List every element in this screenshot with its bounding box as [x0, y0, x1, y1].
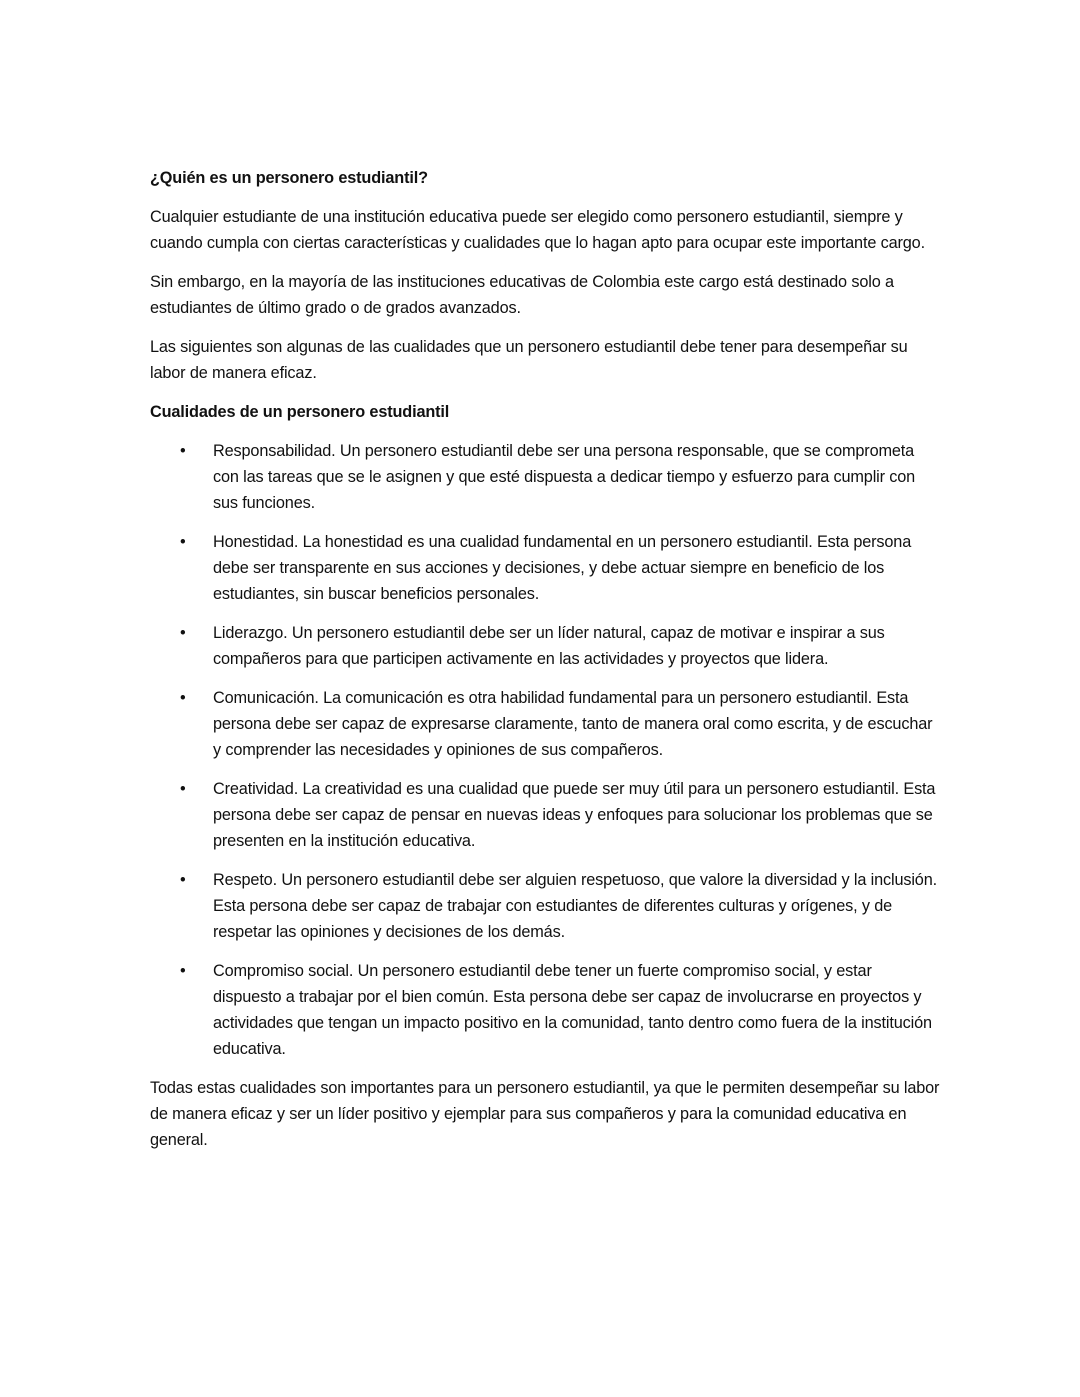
bullet-icon: • — [180, 962, 186, 980]
bullet-icon: • — [180, 689, 186, 707]
list-item-text: Respeto. Un personero estudiantil debe ser alguien respetuoso, que valore la diversidad y la inclusión. Esta persona debe ser capaz de trabajar con estudiantes de diferentes culturas y orígenes, y de respetar las opiniones y decisiones de los demás. — [213, 871, 937, 941]
list-item-text: Creatividad. La creatividad es una cualidad que puede ser muy útil para un personero estudiantil. Esta persona debe ser capaz de pensar en nuevas ideas y enfoques para solucionar los problemas que se presenten en la institución educativa. — [213, 780, 936, 850]
list-item-text: Liderazgo. Un personero estudiantil debe ser un líder natural, capaz de motivar e inspirar a sus compañeros para que participen activamente en las actividades y proyectos que lidera. — [213, 624, 885, 668]
list-item — [150, 438, 940, 516]
list-item — [150, 958, 940, 1062]
paragraph: Cualquier estudiante de una institución educativa puede ser elegido como personero estudiantil, siempre y cuando cumpla con ciertas características y cualidades que lo hagan apto para ocupar este importante cargo. — [150, 208, 925, 252]
list-item — [150, 529, 940, 607]
paragraph: Sin embargo, en la mayoría de las instituciones educativas de Colombia este cargo está destinado solo a estudiantes de último grado o de grados avanzados. — [150, 273, 894, 317]
list-item — [150, 776, 940, 854]
bullet-icon: • — [180, 533, 186, 551]
list-item — [150, 620, 940, 672]
list-item-text: Comunicación. La comunicación es otra habilidad fundamental para un personero estudiantil. Esta persona debe ser capaz de expresarse claramente, tanto de manera oral como escrita, y de escuchar y comprender las necesidades y opiniones de sus compañeros. — [213, 689, 933, 759]
section-subheading: Cualidades de un personero estudiantil — [150, 403, 450, 421]
qualities-list — [150, 438, 940, 1062]
bullet-icon: • — [180, 442, 186, 460]
list-item-text: Honestidad. La honestidad es una cualidad fundamental en un personero estudiantil. Esta persona debe ser transparente en sus acciones y decisiones, y debe actuar siempre en beneficio de los estudiantes, sin buscar beneficios personales. — [213, 533, 912, 603]
paragraph: Las siguientes son algunas de las cualidades que un personero estudiantil debe tener para desempeñar su labor de manera eficaz. — [150, 338, 908, 382]
document-page — [150, 165, 940, 1166]
bullet-icon: • — [180, 780, 186, 798]
conclusion-paragraph: Todas estas cualidades son importantes para un personero estudiantil, ya que le permiten desempeñar su labor de manera eficaz y ser un líder positivo y ejemplar para sus compañeros y para la comunidad educativa en general. — [150, 1079, 940, 1149]
list-item — [150, 867, 940, 945]
bullet-icon: • — [180, 624, 186, 642]
bullet-icon: • — [180, 871, 186, 889]
list-item-text: Compromiso social. Un personero estudiantil debe tener un fuerte compromiso social, y estar dispuesto a trabajar por el bien común. Esta persona debe ser capaz de involucrarse en proyectos y actividades que tengan un impacto positivo en la comunidad, tanto dentro como fuera de la institución educativa. — [213, 962, 932, 1058]
list-item — [150, 685, 940, 763]
list-item-text: Responsabilidad. Un personero estudiantil debe ser una persona responsable, que se comprometa con las tareas que se le asignen y que esté dispuesta a dedicar tiempo y esfuerzo para cumplir con sus funciones. — [213, 442, 916, 512]
document-heading: ¿Quién es un personero estudiantil? — [150, 169, 428, 187]
